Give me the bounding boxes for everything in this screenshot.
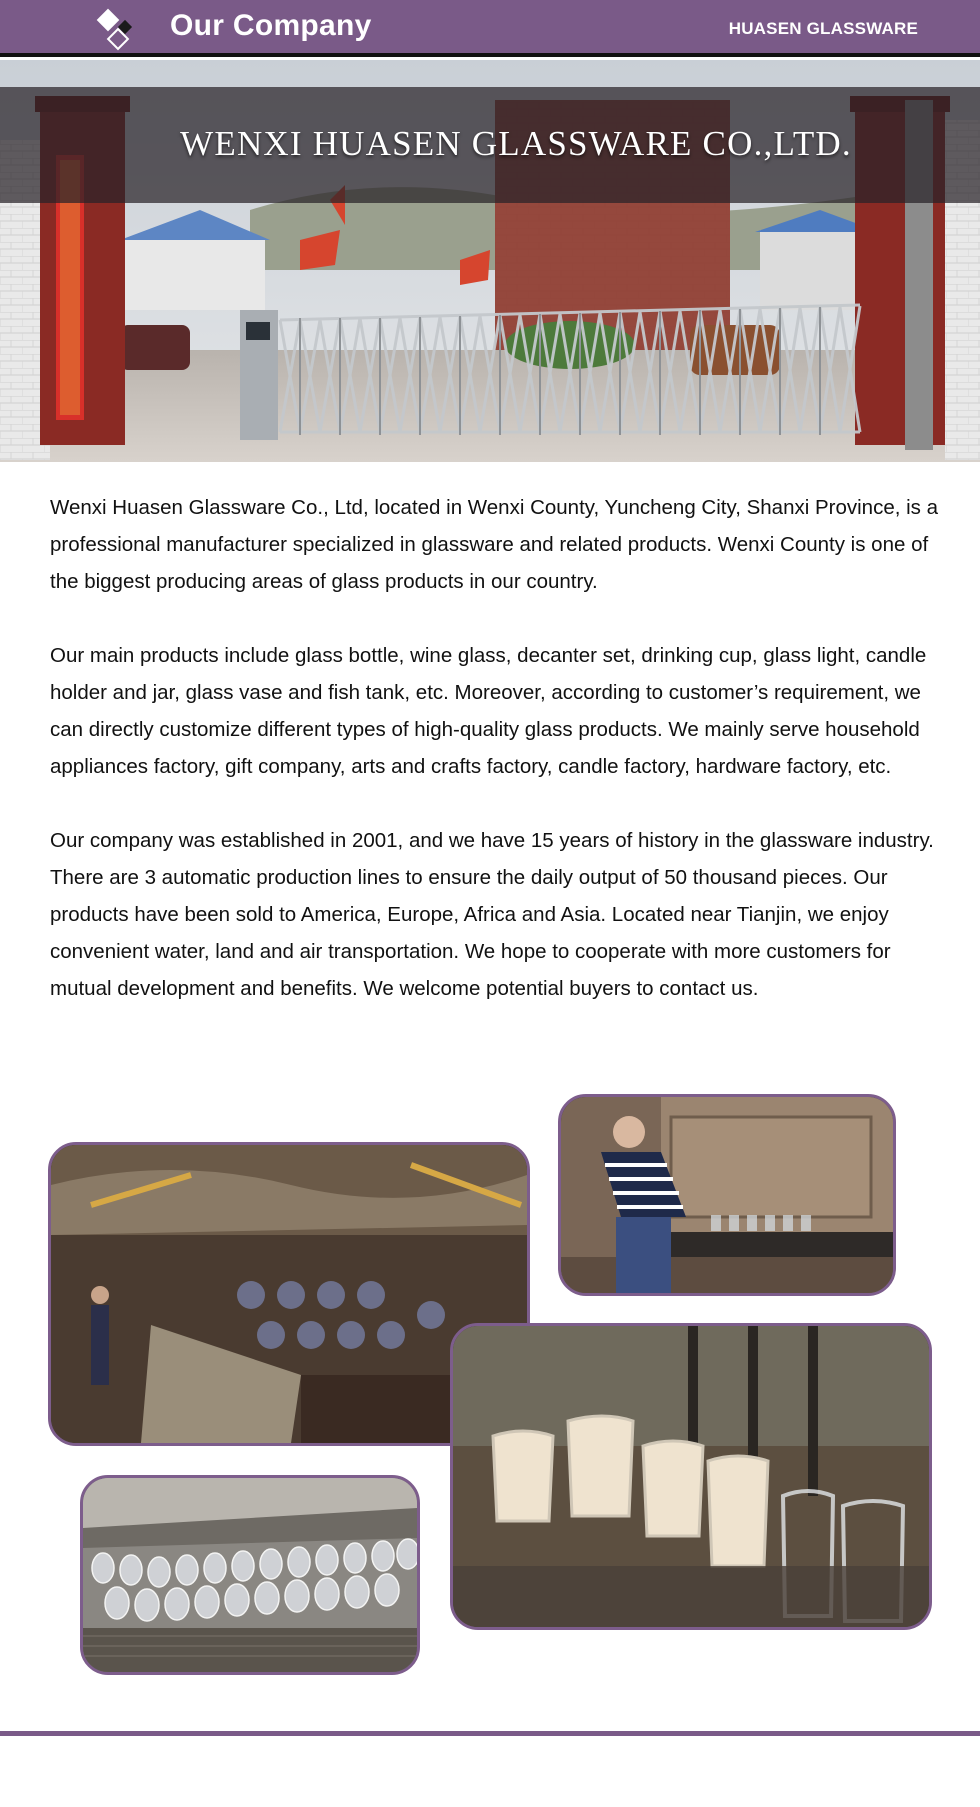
photo-glass-conveyor <box>80 1475 420 1675</box>
paragraph-history: Our company was established in 2001, and we have 15 years of history in the glassware industry. There are 3 automatic production lines to ensure the daily output of 50 thousand pieces. Our products have been sold to America, Europe, Africa and Asia. Located near Tianjin, we enjoy convenient water, land and air transportation. We hope to cooperate with more customers for mutual development and benefits. We welcome potential buyers to contact us. <box>50 829 934 1000</box>
company-name-heading: WENXI HUASEN GLASSWARE CO.,LTD. <box>180 124 852 163</box>
top-header-bar <box>0 0 980 57</box>
hero-banner <box>0 60 980 462</box>
page-title: Our Company <box>170 9 372 42</box>
paragraph-products: Our main products include glass bottle, wine glass, decanter set, drinking cup, glass light, candle holder and jar, glass vase and fish tank, etc. Moreover, according to customer’s requirement, we can directly customize different types of high-quality glass products. We mainly serve household appliances factory, gift company, arts and crafts factory, candle factory, hardware factory, etc. <box>50 644 927 778</box>
company-description <box>50 489 940 1044</box>
photo-worker-annealing <box>558 1094 896 1296</box>
diamond-cluster-icon <box>96 8 150 52</box>
photo-glass-molding <box>450 1323 932 1630</box>
brand-name: HUASEN GLASSWARE <box>728 19 918 38</box>
footer-divider <box>0 1731 980 1736</box>
paragraph-intro: Wenxi Huasen Glassware Co., Ltd, located in Wenxi County, Yuncheng City, Shanxi Province, is a professional manufacturer specialized in glassware and related products. Wenxi County is one of the biggest producing areas of glass products in our country. <box>50 496 939 593</box>
